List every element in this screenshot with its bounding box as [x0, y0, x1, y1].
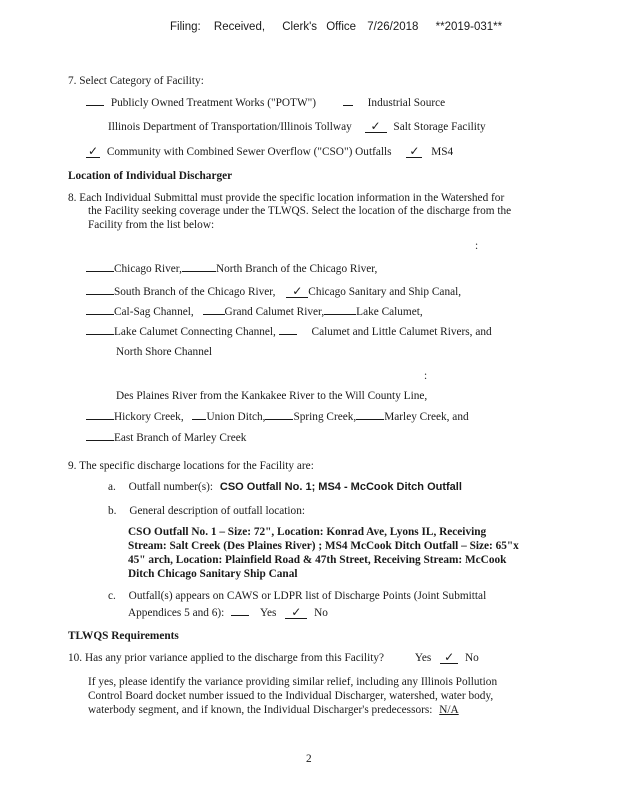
des-plaines-label: Des Plaines River from the Kankakee River to the Will County Line, — [116, 390, 428, 402]
industrial-checkbox[interactable] — [343, 96, 353, 106]
q10-line2: Control Board docket number issued to the Individual Discharger, watershed, water body, — [88, 690, 494, 702]
industrial-label: Industrial Source — [367, 97, 446, 109]
header-office: Office — [326, 21, 357, 33]
q8-line3: Facility from the list below: — [88, 219, 215, 231]
q10-answer[interactable]: N/A — [439, 704, 459, 716]
chicago-river-label: Chicago River, — [114, 263, 182, 275]
salt-checkbox[interactable] — [365, 121, 387, 133]
q9c-no-label: No — [314, 607, 328, 619]
hickory-label: Hickory Creek, — [114, 411, 184, 423]
q8-line2: the Facility seeking coverage under the TLWQS. Select the location of the discharge from the — [88, 205, 512, 217]
q8-row3 — [86, 305, 423, 319]
outfall-desc-line2: Stream: Salt Creek (Des Plaines River) ; MS4 McCook Ditch Outfall – Size: 65"x — [128, 540, 519, 552]
potw-label: Publicly Owned Treatment Works ("POTW") — [110, 97, 316, 109]
lake-calumet-conn-label: Lake Calumet Connecting Channel, — [114, 326, 276, 338]
outfall-desc-line4: Ditch Chicago Sanitary Ship Canal — [128, 568, 298, 580]
header-date: 7/26/2018 — [367, 21, 419, 33]
q7-row2 — [108, 121, 486, 134]
q7-row1 — [86, 96, 445, 110]
check-icon: ✓ — [291, 605, 302, 619]
ship-canal-checkbox[interactable] — [286, 286, 308, 298]
outfall-desc-line1: CSO Outfall No. 1 – Size: 72", Location: Konrad Ave, Lyons IL, Receiving — [128, 526, 487, 538]
q10-label: 10. Has any prior variance applied to the discharge from this Facility? — [68, 652, 385, 664]
calumet-little-checkbox[interactable] — [279, 325, 297, 335]
q10-yes-checkbox[interactable] — [440, 652, 458, 664]
filing-header — [170, 21, 502, 34]
check-icon: ✓ — [370, 119, 381, 133]
lake-calumet-conn-checkbox[interactable] — [86, 325, 114, 335]
south-branch-label: South Branch of the Chicago River, — [114, 286, 276, 298]
q9c-yes-checkbox[interactable] — [231, 606, 249, 616]
q10-row — [68, 652, 479, 665]
cal-sag-label: Cal-Sag Channel, — [114, 306, 194, 318]
east-marley-checkbox[interactable] — [86, 431, 114, 441]
q9-c-row — [108, 590, 486, 603]
page-number: 2 — [306, 753, 312, 765]
idot-label: Illinois Department of Transportation/Illinois Tollway — [108, 121, 352, 133]
lake-calumet-checkbox[interactable] — [324, 305, 356, 315]
q10-row3 — [88, 704, 459, 717]
q8-row4 — [86, 325, 492, 339]
ms4-label: MS4 — [431, 146, 454, 158]
colon-mark: : — [424, 370, 428, 382]
q9c-no-checkbox[interactable] — [285, 607, 307, 619]
union-checkbox[interactable] — [192, 410, 206, 420]
grand-calumet-checkbox[interactable] — [203, 305, 225, 315]
q9-a-row — [108, 481, 462, 494]
q9-label: 9. The specific discharge locations for the Facility are: — [68, 460, 314, 472]
north-branch-checkbox[interactable] — [182, 262, 216, 272]
q10-line3: waterbody segment, and if known, the Individual Discharger's predecessors: — [88, 704, 433, 716]
union-label: Union Ditch, — [206, 411, 266, 423]
potw-checkbox[interactable] — [86, 96, 104, 106]
grand-calumet-label: Grand Calumet River, — [224, 306, 325, 318]
south-branch-checkbox[interactable] — [86, 285, 114, 295]
q9-a-letter: a. — [108, 481, 116, 493]
cso-label: Community with Combined Sewer Overflow ("CSO") Outfalls — [106, 146, 392, 158]
ship-canal-label: Chicago Sanitary and Ship Canal, — [308, 286, 462, 298]
north-branch-label: North Branch of the Chicago River, — [215, 263, 378, 275]
q9-c-letter: c. — [108, 590, 116, 602]
calumet-little-label: Calumet and Little Calumet Rivers, and — [311, 326, 492, 338]
q8-line1: 8. Each Individual Submittal must provide the specific location information in the Watershed for — [68, 192, 505, 204]
header-clerks: Clerk's — [282, 21, 318, 33]
q9-a-text: Outfall number(s): — [128, 481, 214, 493]
q8-row6 — [86, 431, 246, 445]
north-shore-label: North Shore Channel — [116, 346, 213, 358]
q9-c-text: Outfall(s) appears on CAWS or LDPR list of Discharge Points (Joint Submittal — [128, 590, 487, 602]
q9-b-text: General description of outfall location: — [129, 505, 305, 517]
marley-label: Marley Creek, and — [384, 411, 469, 423]
lake-calumet-label: Lake Calumet, — [356, 306, 423, 318]
q9c-yes-label: Yes — [259, 607, 277, 619]
outfall-desc-line3: 45" arch, Location: Plainfield Road & 47th Street, Receiving Stream: McCook — [128, 554, 507, 566]
header-docket: **2019-031** — [435, 21, 503, 33]
q10-yes-label: Yes — [414, 652, 432, 664]
chicago-river-checkbox[interactable] — [86, 262, 114, 272]
marley-checkbox[interactable] — [356, 410, 384, 420]
spring-checkbox[interactable] — [265, 410, 293, 420]
hickory-checkbox[interactable] — [86, 410, 114, 420]
check-icon: ✓ — [87, 144, 99, 158]
salt-label: Salt Storage Facility — [393, 121, 486, 133]
q7-row3 — [86, 146, 453, 159]
check-icon: ✓ — [444, 650, 455, 664]
q7-label: 7. Select Category of Facility: — [68, 75, 204, 87]
tlwqs-heading: TLWQS Requirements — [68, 630, 179, 642]
q9-b-letter: b. — [108, 505, 117, 517]
q8-row1 — [86, 262, 377, 276]
q8-row2 — [86, 285, 461, 299]
q9-b-row — [108, 505, 305, 518]
q10-no-label: No — [464, 652, 479, 664]
ms4-checkbox[interactable] — [406, 146, 422, 158]
header-filing: Filing: — [170, 21, 201, 33]
q8-row5 — [86, 410, 469, 424]
east-marley-label: East Branch of Marley Creek — [114, 432, 247, 444]
q9-c-text2: Appendices 5 and 6): — [128, 607, 225, 619]
check-icon: ✓ — [292, 284, 303, 298]
spring-label: Spring Creek, — [293, 411, 357, 423]
q9-c-row2 — [128, 606, 328, 620]
q10-line1: If yes, please identify the variance providing similar relief, including any Illinois Pollution — [88, 676, 498, 688]
cal-sag-checkbox[interactable] — [86, 305, 114, 315]
location-heading: Location of Individual Discharger — [68, 170, 233, 182]
outfall-number-value: CSO Outfall No. 1; MS4 - McCook Ditch Outfall — [219, 481, 462, 493]
check-icon: ✓ — [409, 144, 420, 158]
header-received: Received, — [213, 21, 266, 33]
cso-checkbox[interactable] — [86, 146, 100, 158]
colon-mark: : — [475, 240, 479, 252]
